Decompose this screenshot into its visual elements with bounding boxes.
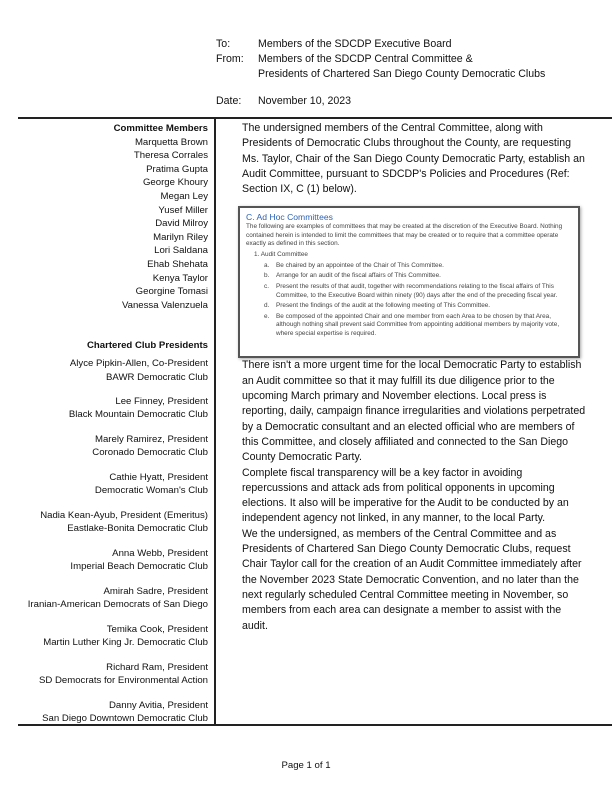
club-president-entry (0, 661, 208, 688)
club-president-entry (0, 547, 208, 574)
subitem-text: Be chaired by an appointee of the Chair of This Committee. (276, 261, 444, 269)
date-value: November 10, 2023 (258, 95, 352, 107)
club-name: Imperial Beach Democratic Club (70, 561, 208, 573)
excerpt-heading: C. Ad Hoc Committees (246, 212, 333, 223)
president-name: Nadia Kean-Ayub, President (Emeritus) (40, 509, 208, 521)
subitem-text: Present the findings of the audit at the following meeting of This Committee. (276, 302, 491, 310)
committee-member: David Milroy (155, 218, 208, 230)
date-label: Date: (216, 95, 242, 107)
club-presidents-title: Chartered Club Presidents (86, 340, 208, 352)
club-name: Eastlake-Bonita Democratic Club (67, 523, 208, 535)
club-name: SD Democrats for Environmental Action (38, 675, 208, 687)
committee-member-list (0, 136, 208, 313)
subitem-letter: d. (264, 302, 270, 310)
committee-member: Georgine Tomasi (135, 286, 208, 298)
president-name: Anna Webb, President (112, 547, 208, 559)
committee-member: George Khoury (142, 177, 208, 189)
club-name: Iranian-American Democrats of San Diego (27, 599, 208, 611)
excerpt-subitem (246, 262, 572, 270)
club-name: Democratic Woman's Club (94, 485, 208, 497)
date-row (216, 94, 545, 109)
excerpt-item: 1. Audit Committee (254, 251, 308, 259)
club-president-entry (0, 585, 208, 612)
committee-member: Kenya Taylor (152, 272, 208, 284)
club-president-entry (0, 357, 208, 384)
to-label: To: (216, 38, 231, 50)
excerpt-subitem (246, 272, 572, 280)
policy-excerpt (238, 206, 580, 358)
subitem-text: Arrange for an audit of the fiscal affairs of This Committee. (276, 272, 441, 280)
excerpt-subitem-list (246, 262, 572, 338)
subitem-letter: c. (264, 283, 269, 291)
column-divider (214, 118, 216, 724)
club-president-entry (0, 433, 208, 460)
subitem-text: Present the results of that audit, together with recommendations relating to the fiscal affairs of This Committee, to the Executive Board within ninety (90) days after the end of the preceding fiscal year. (276, 283, 558, 299)
club-president-entry (0, 699, 208, 726)
club-president-entry (0, 623, 208, 650)
subitem-letter: a. (264, 261, 270, 269)
club-name: Coronado Democratic Club (92, 447, 208, 459)
signatories-column (0, 122, 208, 737)
subitem-letter: e. (264, 313, 270, 321)
body-paragraph-2: There isn't a more urgent time for the local Democratic Party to establish an Audit committee so that it may fulfill its due diligence prior to the upcoming March primary and November elections. Local press is reporting, daily, campaign finance irregularities and violations perpetrated by a Democratic consultant and an elected official who are members of this Committee, and closely affiliated and connected to the San Diego County Democratic Party. (242, 359, 586, 464)
to-value: Members of the SDCDP Executive Board (258, 38, 452, 50)
from-label: From: (216, 53, 244, 65)
president-name: Alyce Pipkin-Allen, Co-President (69, 357, 208, 369)
club-name: San Diego Downtown Democratic Club (42, 713, 208, 725)
to-row (216, 37, 545, 52)
president-name: Cathie Hyatt, President (109, 471, 208, 483)
committee-member: Marilyn Riley (153, 231, 208, 243)
club-president-entry (0, 509, 208, 536)
body-paragraph-3: Complete fiscal transparency will be a key factor in avoiding repercussions and attack ads from political opponents in upcoming elections. It also will be imperative for the Audit to be conducted by an independent agency not linked, in any manner, to the local Party. (242, 466, 569, 525)
committee-member: Yusef Miller (158, 204, 208, 216)
memo-header (216, 37, 545, 109)
president-name: Richard Ram, President (106, 661, 208, 673)
club-president-list (0, 357, 208, 726)
president-name: Amirah Sadre, President (103, 585, 208, 597)
president-name: Temika Cook, President (106, 623, 208, 635)
subitem-letter: b. (264, 272, 270, 280)
page-number: Page 1 of 1 (281, 760, 331, 771)
president-name: Marely Ramirez, President (94, 433, 208, 445)
president-name: Lee Finney, President (115, 395, 208, 407)
committee-member: Ehab Shehata (147, 258, 208, 270)
memo-body (242, 121, 588, 634)
committee-member: Megan Ley (160, 190, 208, 202)
committee-member: Theresa Corrales (133, 150, 208, 162)
body-paragraph-1: The undersigned members of the Central Committee, along with Presidents of Democratic Clubs throughout the County, are requesting Ms. Taylor, Chair of the San Diego County Democratic Party, establish an Audit Committee, pursuant to SDCDP's Policies and Procedures (Ref: Section IX, C (1) below). (242, 122, 585, 196)
excerpt-subitem (246, 283, 572, 300)
excerpt-intro: The following are examples of committees that may be created at the discretion of the Executive Board. Nothing contained herein is intended to limit the committees that may be created or to require that a committee operate exactly as defined in this section. (246, 223, 563, 248)
committee-member: Pratima Gupta (146, 163, 208, 175)
top-rule (18, 117, 612, 119)
president-name: Danny Avitia, President (108, 699, 208, 711)
subitem-text: Be composed of the appointed Chair and one member from each Area to be chosen by that Area, although nothing shall prevent said Committee from appointing additional members by majority vote, where special expertise is required. (276, 313, 560, 337)
body-paragraph-4: We the undersigned, as members of the Central Committee and as Presidents of Chartered San Diego County Democratic Clubs, request Chair Taylor call for the creation of an Audit Committee immediately after the November 2023 State Democratic Convention, and no later than the next regularly scheduled Central Committee meeting in November, so members from each area can designate a member to assist with the audit. (242, 527, 582, 632)
from-value-line1: Members of the SDCDP Central Committee & (258, 53, 473, 65)
excerpt-subitem (246, 313, 572, 338)
committee-members-title: Committee Members (113, 123, 208, 134)
committee-member: Vanessa Valenzuela (121, 299, 208, 311)
committee-member: Lori Saldana (154, 245, 208, 257)
from-row-2 (216, 67, 545, 82)
club-name: BAWR Democratic Club (106, 371, 208, 383)
excerpt-subitem (246, 302, 572, 310)
from-value-line2: Presidents of Chartered San Diego County Democratic Clubs (258, 68, 546, 80)
club-name: Martin Luther King Jr. Democratic Club (43, 637, 208, 649)
club-name: Black Mountain Democratic Club (68, 409, 208, 421)
from-row (216, 52, 545, 67)
club-president-entry (0, 395, 208, 422)
committee-member: Marquetta Brown (134, 136, 208, 148)
club-president-entry (0, 471, 208, 498)
